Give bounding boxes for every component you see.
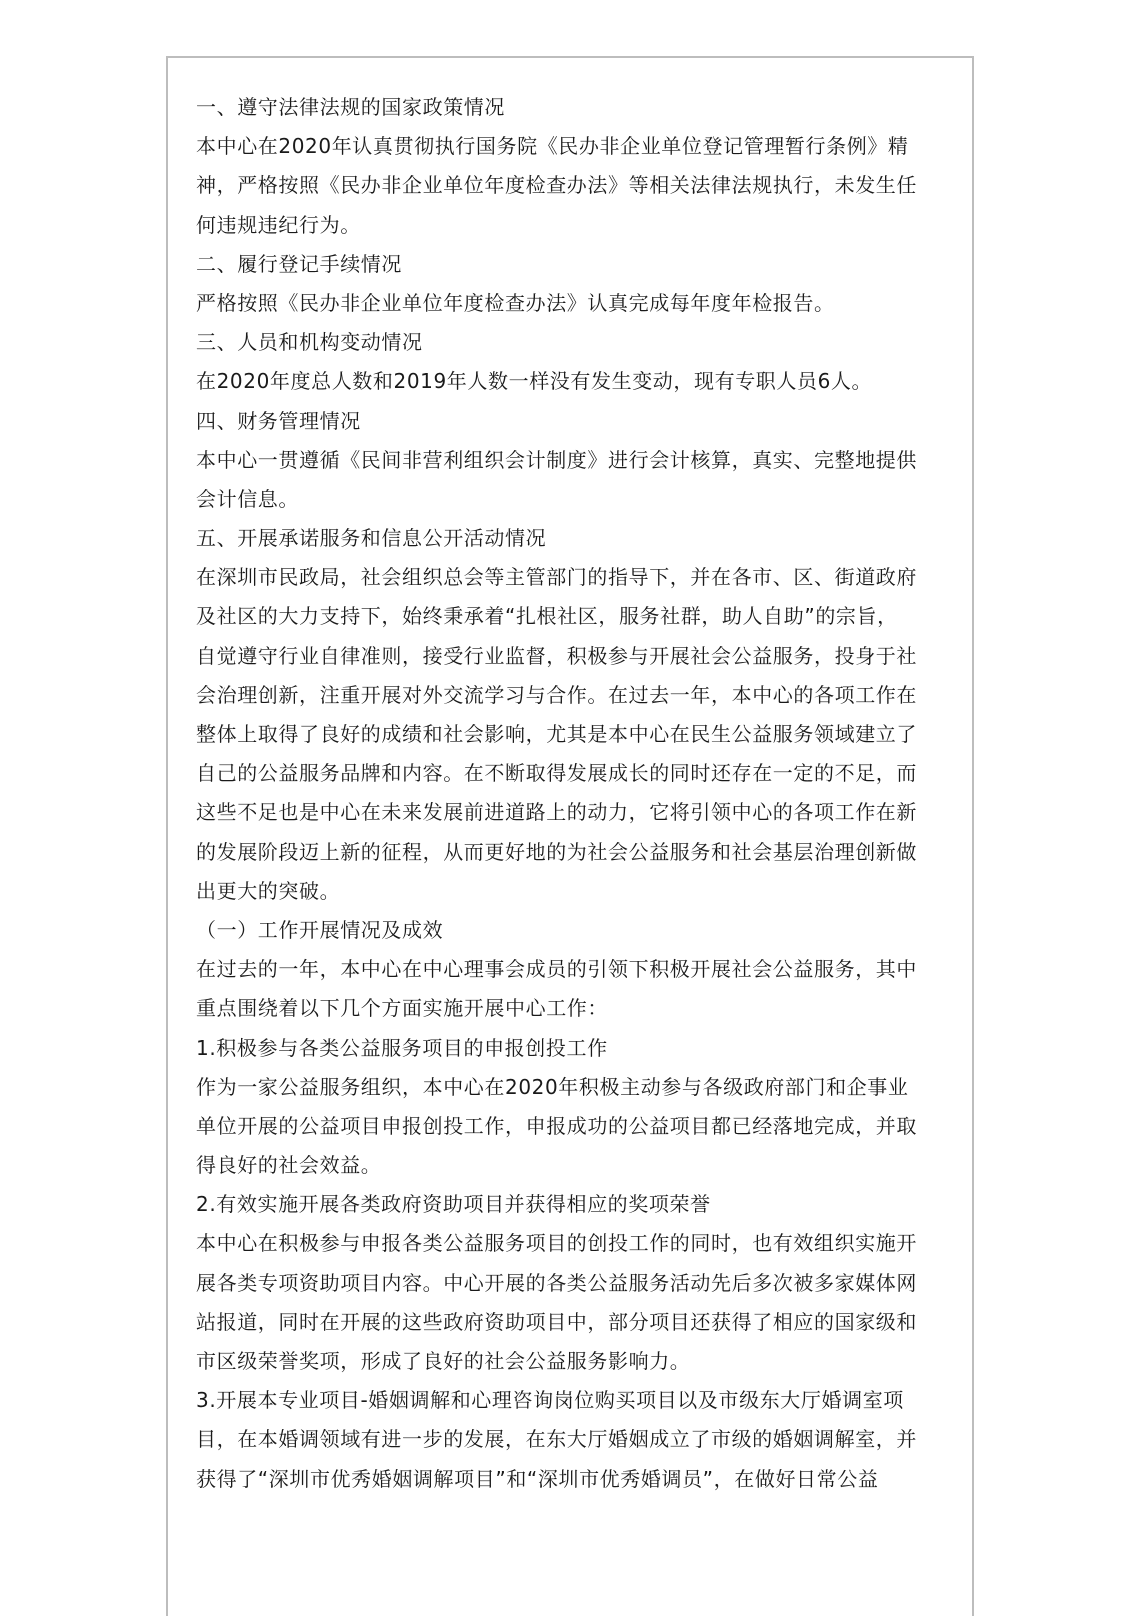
paragraph-line: 本中心在积极参与申报各类公益服务项目的创投工作的同时，也有效组织实施开 (196, 1231, 917, 1256)
list-item-heading-3: 3.开展本专业项目-婚姻调解和心理咨询岗位购买项目以及市级东大厅婚调室项 (196, 1388, 904, 1413)
paragraph-line: 严格按照《民办非企业单位年度检查办法》认真完成每年度年检报告。 (196, 290, 835, 315)
paragraph-line: 会治理创新，注重开展对外交流学习与合作。在过去一年，本中心的各项工作在 (196, 682, 917, 707)
heading-3: 三、人员和机构变动情况 (196, 330, 423, 355)
paragraph-line: 本中心一贯遵循《民间非营利组织会计制度》进行会计核算，真实、完整地提供 (196, 447, 917, 472)
paragraph-line: 自己的公益服务品牌和内容。在不断取得发展成长的同时还存在一定的不足，而 (196, 761, 917, 786)
paragraph-line: 本中心在2020年认真贯彻执行国务院《民办非企业单位登记管理暂行条例》精 (196, 134, 909, 159)
paragraph-line: 自觉遵守行业自律准则，接受行业监督，积极参与开展社会公益服务，投身于社 (196, 643, 917, 668)
paragraph-line: 得良好的社会效益。 (196, 1153, 382, 1178)
paragraph-line: 神，严格按照《民办非企业单位年度检查办法》等相关法律法规执行，未发生任 (196, 173, 917, 198)
paragraph-line: 会计信息。 (196, 486, 299, 511)
heading-5: 五、开展承诺服务和信息公开活动情况 (196, 526, 547, 551)
paragraph-line: 目，在本婚调领域有进一步的发展，在东大厅婚姻成立了市级的婚姻调解室，并 (196, 1427, 917, 1452)
paragraph-line: 在深圳市民政局，社会组织总会等主管部门的指导下，并在各市、区、街道政府 (196, 565, 917, 590)
paragraph-line: 整体上取得了良好的成绩和社会影响，尤其是本中心在民生公益服务领域建立了 (196, 722, 917, 746)
list-item-heading-1: 1.积极参与各类公益服务项目的申报创投工作 (196, 1035, 608, 1060)
paragraph-line: 市区级荣誉奖项，形成了良好的社会公益服务影响力。 (196, 1349, 691, 1373)
paragraph-line: 的发展阶段迈上新的征程，从而更好地的为社会公益服务和社会基层治理创新做 (196, 839, 917, 864)
paragraph-line: 及社区的大力支持下，始终秉承着“扎根社区，服务社群，助人自助”的宗旨， (196, 604, 898, 629)
heading-4: 四、财务管理情况 (196, 408, 361, 433)
paragraph-line: 展各类专项资助项目内容。中心开展的各类公益服务活动先后多次被多家媒体网 (196, 1270, 917, 1295)
paragraph-line: 何违规违纪行为。 (196, 212, 361, 237)
paragraph-line: 作为一家公益服务组织，本中心在2020年积极主动参与各级政府部门和企事业 (196, 1074, 909, 1099)
paragraph-line: 获得了“深圳市优秀婚姻调解项目”和“深圳市优秀婚调员”，在做好日常公益 (196, 1466, 879, 1491)
paragraph-line: 重点围绕着以下几个方面实施开展中心工作： (196, 996, 608, 1021)
paragraph-line: 单位开展的公益项目申报创投工作，申报成功的公益项目都已经落地完成，并取 (196, 1113, 917, 1138)
heading-1: 一、遵守法律法规的国家政策情况 (196, 95, 505, 119)
paragraph-line: 站报道，同时在开展的这些政府资助项目中，部分项目还获得了相应的国家级和 (196, 1309, 917, 1334)
paragraph-line: 在2020年度总人数和2019年人数一样没有发生变动，现有专职人员6人。 (196, 369, 873, 394)
list-item-heading-2: 2.有效实施开展各类政府资助项目并获得相应的奖项荣誉 (196, 1192, 711, 1217)
paragraph-line: 出更大的突破。 (196, 878, 341, 903)
paragraph-line: 这些不足也是中心在未来发展前进道路上的动力，它将引领中心的各项工作在新 (196, 800, 917, 825)
subheading-1: （一）工作开展情况及成效 (196, 917, 444, 942)
document-body (196, 88, 948, 1499)
paragraph-line: 在过去的一年，本中心在中心理事会成员的引领下积极开展社会公益服务，其中 (196, 957, 917, 982)
heading-2: 二、履行登记手续情况 (196, 251, 402, 276)
